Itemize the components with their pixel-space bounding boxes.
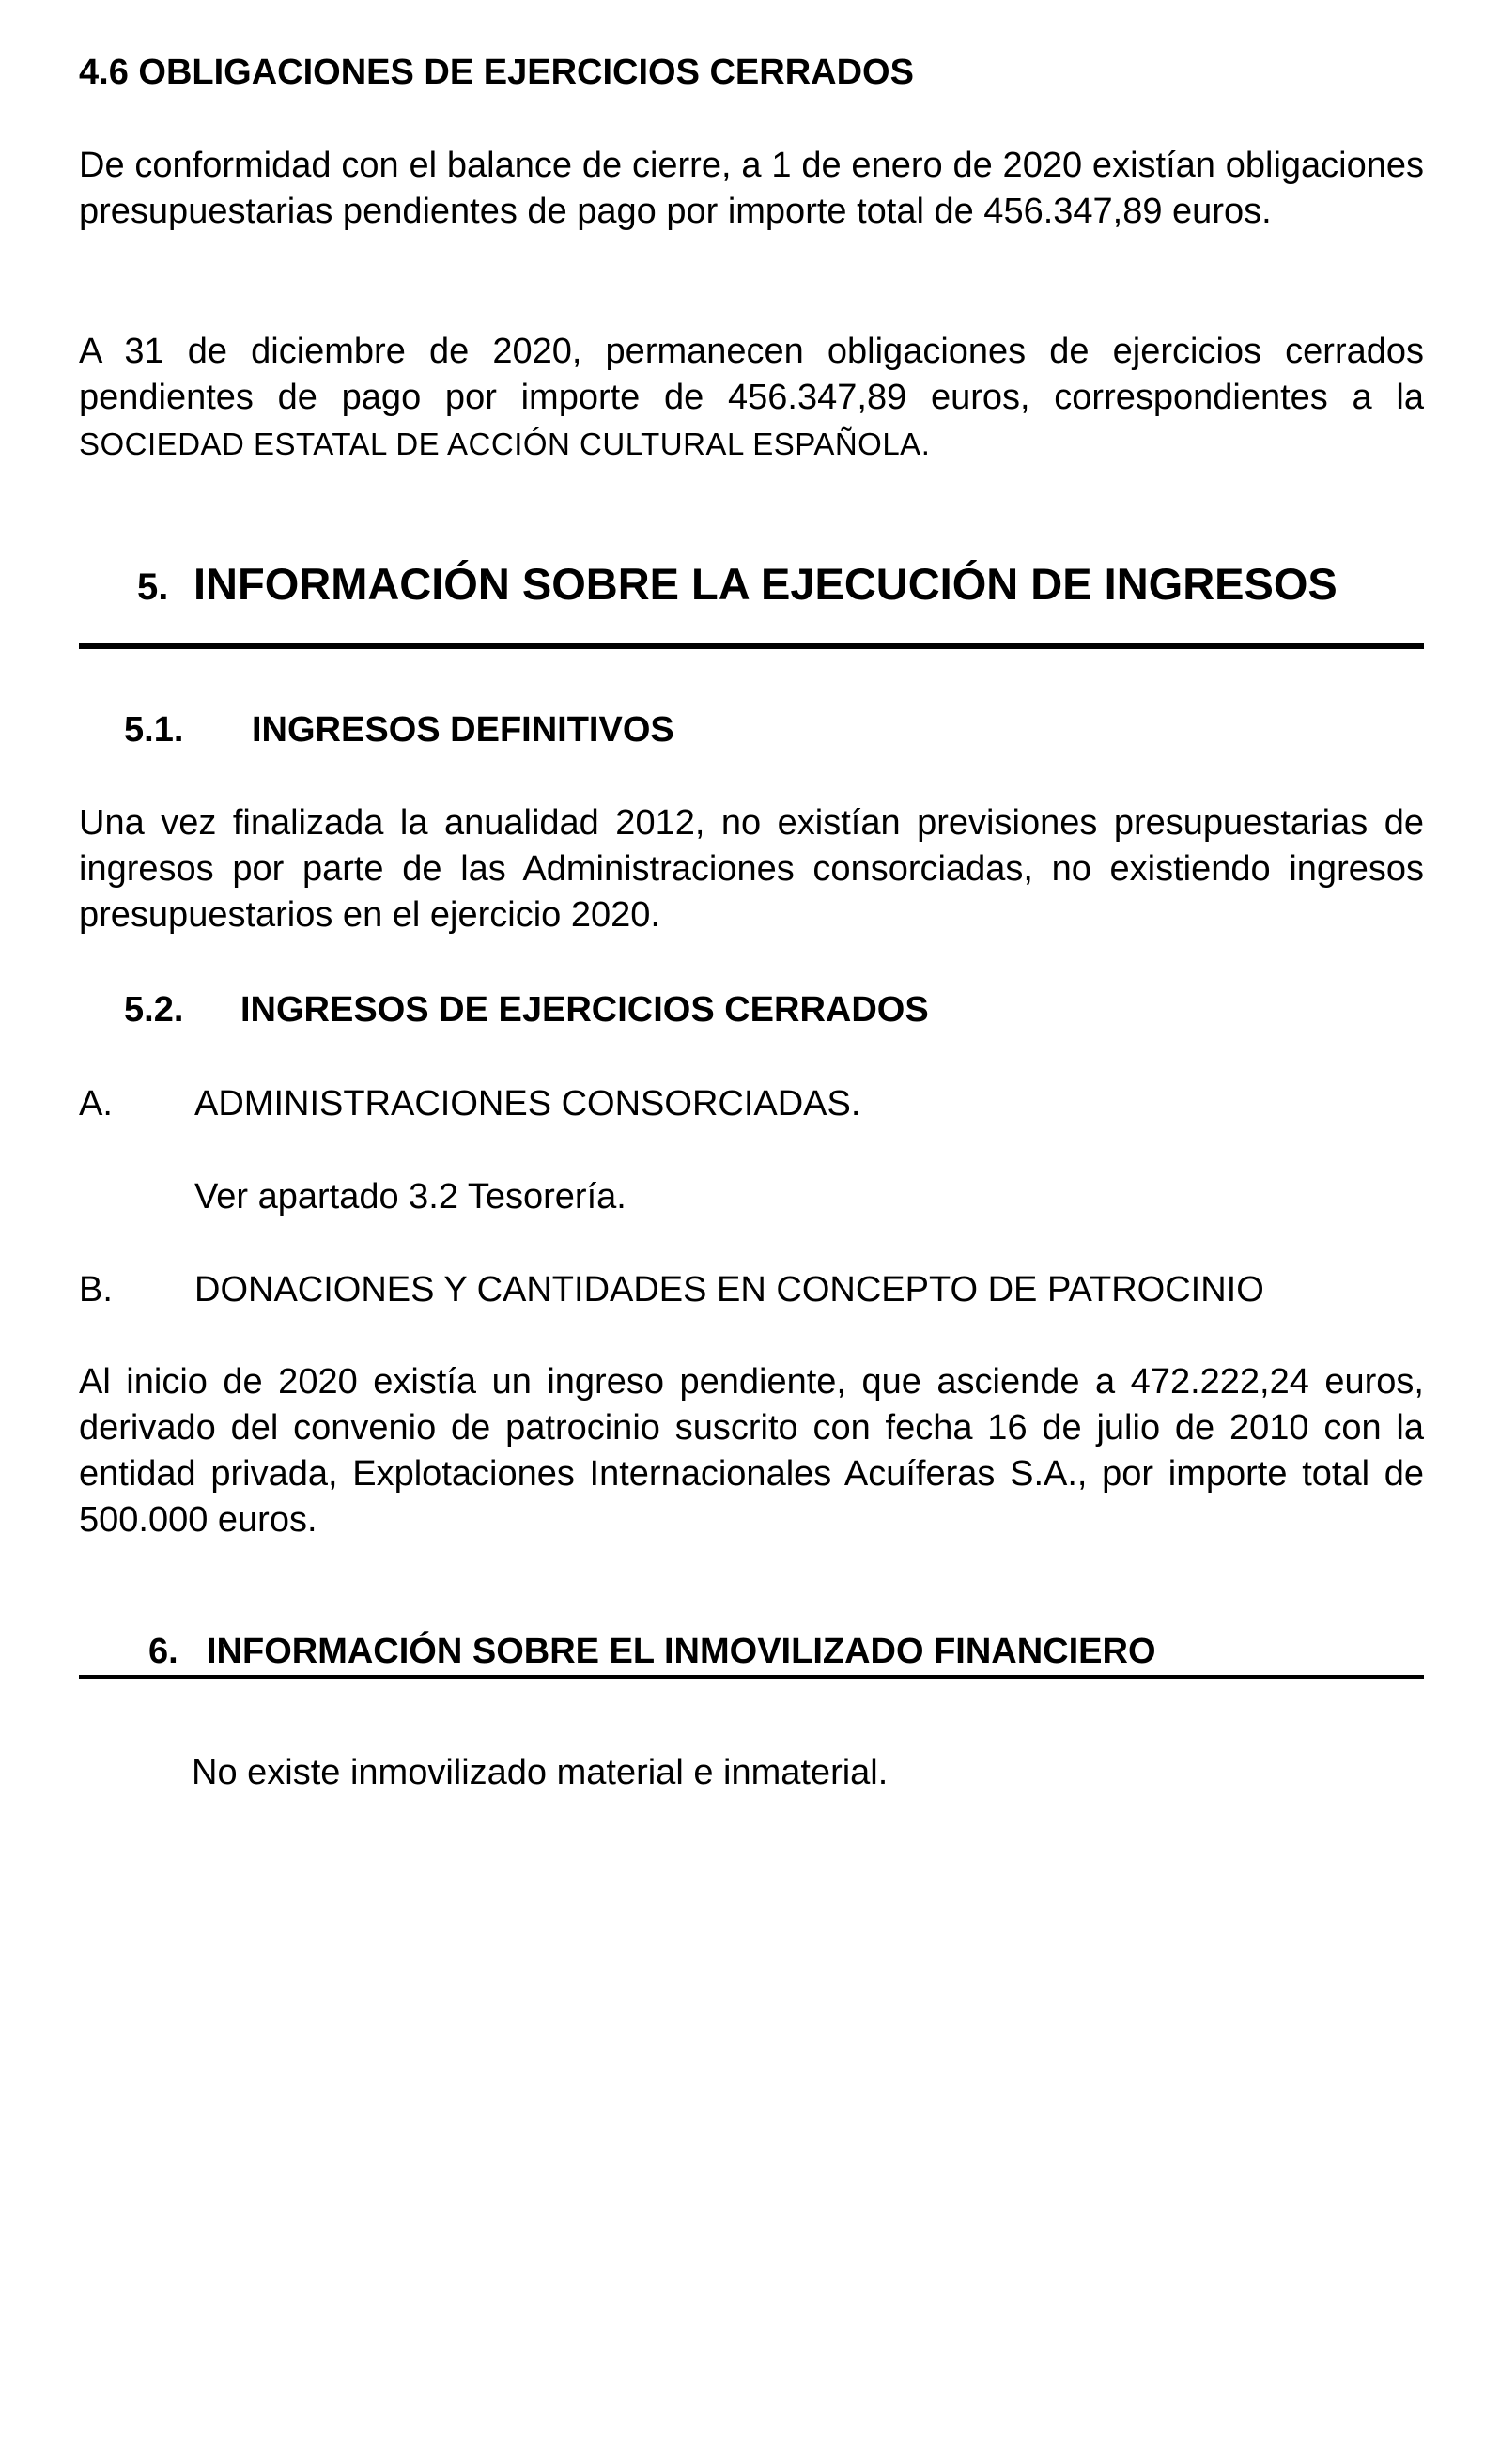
section-5-1-heading <box>124 706 674 753</box>
section-5-1-title: INGRESOS DEFINITIVOS <box>252 710 674 750</box>
section-5-heading <box>137 556 1338 615</box>
section-5-2-body: Al inicio de 2020 existía un ingreso pendiente, que asciende a 472.222,24 euros, derivado del convenio de patrocinio suscrito con fecha 16 de julio de 2010 con la entidad privada, Explotaciones Internacionales Acuíferas S.A., por importe total de 500.000 euros. <box>79 1362 1424 1540</box>
section-5-number: 5. <box>137 566 169 608</box>
section-5-rule <box>79 643 1424 649</box>
section-6-rule <box>79 1675 1424 1679</box>
section-5-2-number: 5.2. <box>124 990 184 1030</box>
section-4-6-paragraph-2 <box>79 329 1424 467</box>
paragraph-2-text: A 31 de diciembre de 2020, permanecen obligaciones de ejercicios cerrados pendientes de pago por importe de 456.347,89 euros, correspondientes a la <box>79 332 1424 417</box>
item-a-label: ADMINISTRACIONES CONSORCIADAS. <box>194 1084 861 1124</box>
section-6-title: INFORMACIÓN SOBRE EL INMOVILIZADO FINANCIERO <box>207 1632 1156 1671</box>
item-a-note: Ver apartado 3.2 Tesorería. <box>194 1177 626 1217</box>
section-5-2-title: INGRESOS DE EJERCICIOS CERRADOS <box>240 990 929 1030</box>
section-5-2-heading <box>124 986 929 1033</box>
section-6-number: 6. <box>148 1632 178 1671</box>
section-5-1-number: 5.1. <box>124 710 184 750</box>
entity-name: SOCIEDAD ESTATAL DE ACCIÓN CULTURAL ESPAÑOLA. <box>79 426 931 461</box>
section-6-heading <box>148 1628 1156 1675</box>
section-5-1-body: Una vez finalizada la anualidad 2012, no existían previsiones presupuestarias de ingresos por parte de las Administraciones consorciadas, no existiendo ingresos presupuestarios en el ejercicio 2020. <box>79 803 1424 935</box>
section-6-body: No existe inmovilizado material e inmaterial. <box>192 1753 889 1792</box>
section-4-6-paragraph-1: De conformidad con el balance de cierre, a 1 de enero de 2020 existían obligaciones presupuestarias pendientes de pago por importe total de 456.347,89 euros. <box>79 146 1424 231</box>
section-5-title: INFORMACIÓN SOBRE LA EJECUCIÓN DE INGRESOS <box>193 559 1338 609</box>
item-b-letter: B. <box>79 1270 113 1309</box>
item-b-label: DONACIONES Y CANTIDADES EN CONCEPTO DE PATROCINIO <box>194 1270 1264 1309</box>
item-a-letter: A. <box>79 1084 113 1124</box>
section-4-6-heading: 4.6 OBLIGACIONES DE EJERCICIOS CERRADOS <box>79 53 914 92</box>
